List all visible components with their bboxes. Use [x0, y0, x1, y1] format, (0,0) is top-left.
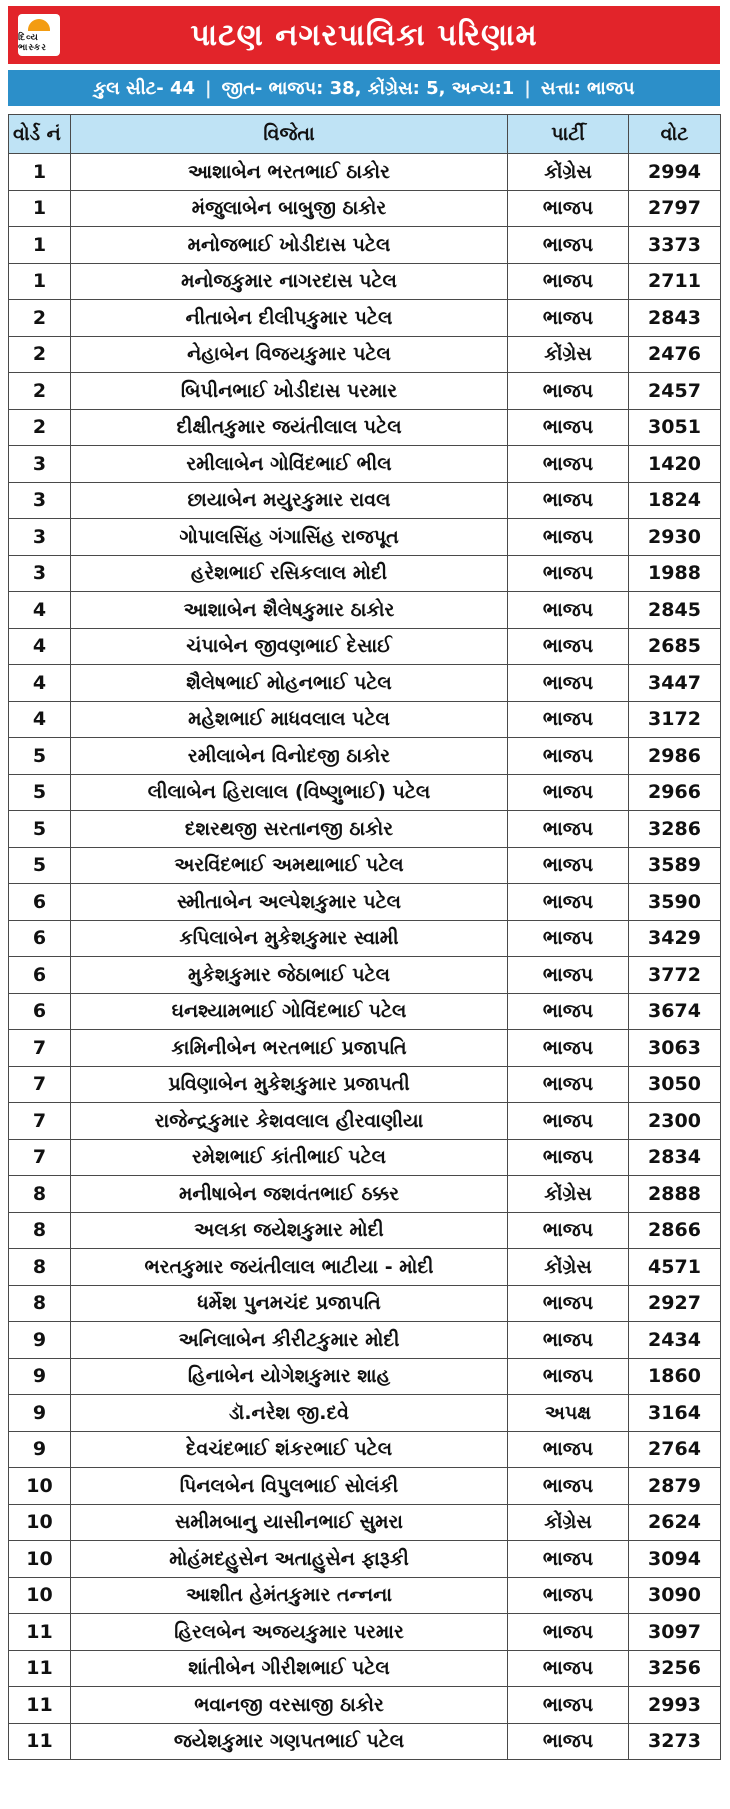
column-header-votes: વોટ — [629, 115, 721, 154]
column-header-winner: વિજેતા — [71, 115, 508, 154]
winner-name-cell: હિનાબેન યોગેશકુમાર શાહ — [71, 1358, 508, 1395]
divya-bhaskar-logo-icon — [18, 14, 60, 56]
winner-name-cell: પિનલબેન વિપુલભાઈ સોલંકી — [71, 1468, 508, 1505]
party-cell: ભાજપ — [508, 1212, 629, 1249]
winner-name-cell: મોહંમદહુસેન અતાહુસેન ફારૂકી — [71, 1541, 508, 1578]
ward-cell: 4 — [9, 665, 71, 702]
votes-cell: 4571 — [629, 1249, 721, 1286]
ward-cell: 9 — [9, 1358, 71, 1395]
table-row — [9, 1468, 721, 1505]
ward-cell: 1 — [9, 227, 71, 264]
winner-name-cell: રાજેન્દ્રકુમાર કેશવલાલ હીરવાણીયા — [71, 1103, 508, 1140]
table-row — [9, 1103, 721, 1140]
separator: | — [524, 77, 531, 99]
table-row — [9, 1614, 721, 1651]
party-cell: ભાજપ — [508, 482, 629, 519]
votes-cell: 2986 — [629, 738, 721, 775]
table-row — [9, 1139, 721, 1176]
party-cell: ભાજપ — [508, 774, 629, 811]
table-row — [9, 263, 721, 300]
winner-name-cell: સ્મીતાબેન અલ્પેશકુમાર પટેલ — [71, 884, 508, 921]
winner-name-cell: રમેશભાઈ કાંતીભાઈ પટેલ — [71, 1139, 508, 1176]
party-cell: ભાજપ — [508, 701, 629, 738]
table-row — [9, 957, 721, 994]
winner-name-cell: નેહાબેન વિજયકુમાર પટેલ — [71, 336, 508, 373]
party-cell: ભાજપ — [508, 1030, 629, 1067]
table-row — [9, 665, 721, 702]
ward-cell: 5 — [9, 738, 71, 775]
ward-cell: 6 — [9, 957, 71, 994]
ward-cell: 6 — [9, 993, 71, 1030]
party-cell: કોંગ્રેસ — [508, 336, 629, 373]
party-cell: ભાજપ — [508, 957, 629, 994]
ward-cell: 4 — [9, 628, 71, 665]
table-header-row — [9, 115, 721, 154]
votes-cell: 2993 — [629, 1687, 721, 1724]
votes-cell: 2797 — [629, 190, 721, 227]
table-row — [9, 1176, 721, 1213]
ward-cell: 9 — [9, 1395, 71, 1432]
winner-name-cell: અલકા જયેશકુમાર મોદી — [71, 1212, 508, 1249]
table-row — [9, 920, 721, 957]
winner-name-cell: અરવિંદભાઈ અમથાભાઈ પટેલ — [71, 847, 508, 884]
winner-name-cell: ગોપાલસિંહ ગંગાસિંહ રાજપૂત — [71, 519, 508, 556]
votes-cell: 3097 — [629, 1614, 721, 1651]
total-seats: કુલ સીટ- 44 — [93, 77, 196, 99]
winner-name-cell: મનોજભાઈ ખોડીદાસ પટેલ — [71, 227, 508, 264]
party-cell: ભાજપ — [508, 1431, 629, 1468]
table-row — [9, 1650, 721, 1687]
votes-cell: 3094 — [629, 1541, 721, 1578]
ward-cell: 7 — [9, 1066, 71, 1103]
party-cell: કોંગ્રેસ — [508, 1176, 629, 1213]
table-row — [9, 190, 721, 227]
ward-cell: 10 — [9, 1468, 71, 1505]
party-cell: ભાજપ — [508, 1468, 629, 1505]
winner-name-cell: ઘનશ્યામભાઈ ગોવિંદભાઈ પટેલ — [71, 993, 508, 1030]
winner-name-cell: આશાબેન ભરતભાઈ ઠાકોર — [71, 154, 508, 191]
separator: | — [205, 77, 212, 99]
table-row — [9, 993, 721, 1030]
table-row — [9, 738, 721, 775]
winner-name-cell: કપિલાબેન મુકેશકુમાર સ્વામી — [71, 920, 508, 957]
ward-cell: 11 — [9, 1650, 71, 1687]
votes-cell: 2764 — [629, 1431, 721, 1468]
votes-cell: 2834 — [629, 1139, 721, 1176]
ward-cell: 6 — [9, 884, 71, 921]
table-row — [9, 811, 721, 848]
votes-cell: 2927 — [629, 1285, 721, 1322]
table-row — [9, 1322, 721, 1359]
votes-cell: 3256 — [629, 1650, 721, 1687]
ward-cell: 7 — [9, 1030, 71, 1067]
votes-cell: 1420 — [629, 446, 721, 483]
winner-name-cell: છાયાબેન મયુરકુમાર રાવલ — [71, 482, 508, 519]
winner-name-cell: મુકેશકુમાર જેઠાભાઈ પટેલ — [71, 957, 508, 994]
votes-cell: 3373 — [629, 227, 721, 264]
votes-cell: 3589 — [629, 847, 721, 884]
party-cell: ભાજપ — [508, 884, 629, 921]
party-cell: ભાજપ — [508, 409, 629, 446]
ward-cell: 9 — [9, 1431, 71, 1468]
ward-cell: 6 — [9, 920, 71, 957]
sun-logo-shape — [28, 19, 50, 31]
ward-cell: 3 — [9, 519, 71, 556]
winner-name-cell: પ્રવિણાબેન મુકેશકુમાર પ્રજાપતી — [71, 1066, 508, 1103]
party-cell: ભાજપ — [508, 1285, 629, 1322]
votes-cell: 2843 — [629, 300, 721, 337]
party-cell: ભાજપ — [508, 1577, 629, 1614]
winner-name-cell: ભરતકુમાર જયંતીલાલ ભાટીયા - મોદી — [71, 1249, 508, 1286]
votes-cell: 2966 — [629, 774, 721, 811]
ward-cell: 3 — [9, 446, 71, 483]
votes-cell: 3590 — [629, 884, 721, 921]
votes-cell: 2866 — [629, 1212, 721, 1249]
table-row — [9, 300, 721, 337]
party-cell: ભાજપ — [508, 1322, 629, 1359]
party-cell: ભાજપ — [508, 300, 629, 337]
party-cell: ભાજપ — [508, 263, 629, 300]
winner-name-cell: અનિલાબેન કીરીટકુમાર મોદી — [71, 1322, 508, 1359]
table-row — [9, 847, 721, 884]
table-row — [9, 884, 721, 921]
winner-name-cell: આશાબેન શૈલેષકુમાર ઠાકોર — [71, 592, 508, 629]
ward-cell: 10 — [9, 1504, 71, 1541]
party-cell: ભાજપ — [508, 190, 629, 227]
party-cell: ભાજપ — [508, 1687, 629, 1724]
party-cell: ભાજપ — [508, 628, 629, 665]
party-cell: ભાજપ — [508, 446, 629, 483]
winner-name-cell: રમીલાબેન વિનોદજી ઠાકોર — [71, 738, 508, 775]
votes-cell: 3674 — [629, 993, 721, 1030]
ward-cell: 8 — [9, 1285, 71, 1322]
winner-name-cell: લીલાબેન હિરાલાલ (વિષ્ણુભાઈ) પટેલ — [71, 774, 508, 811]
table-row — [9, 774, 721, 811]
winner-name-cell: બિપીનભાઈ ખોડીદાસ પરમાર — [71, 373, 508, 410]
table-row — [9, 336, 721, 373]
table-row — [9, 1030, 721, 1067]
votes-cell: 2300 — [629, 1103, 721, 1140]
ward-cell: 2 — [9, 336, 71, 373]
votes-cell: 2476 — [629, 336, 721, 373]
votes-cell: 3164 — [629, 1395, 721, 1432]
ward-cell: 11 — [9, 1614, 71, 1651]
party-cell: કોંગ્રેસ — [508, 154, 629, 191]
party-cell: ભાજપ — [508, 1541, 629, 1578]
table-row — [9, 592, 721, 629]
table-row — [9, 1723, 721, 1760]
votes-cell: 3286 — [629, 811, 721, 848]
winner-name-cell: ચંપાબેન જીવણભાઈ દેસાઈ — [71, 628, 508, 665]
table-row — [9, 409, 721, 446]
table-row — [9, 1212, 721, 1249]
table-row — [9, 1358, 721, 1395]
votes-cell: 2994 — [629, 154, 721, 191]
party-cell: ભાજપ — [508, 1650, 629, 1687]
votes-cell: 1860 — [629, 1358, 721, 1395]
party-cell: ભાજપ — [508, 1066, 629, 1103]
table-row — [9, 1395, 721, 1432]
votes-cell: 2434 — [629, 1322, 721, 1359]
party-cell: અપક્ષ — [508, 1395, 629, 1432]
table-row — [9, 1249, 721, 1286]
ward-cell: 5 — [9, 811, 71, 848]
votes-cell: 2711 — [629, 263, 721, 300]
ward-cell: 11 — [9, 1687, 71, 1724]
votes-cell: 3063 — [629, 1030, 721, 1067]
ward-cell: 5 — [9, 774, 71, 811]
logo-text: દિવ્ય ભાસ્કર — [18, 33, 47, 53]
ward-cell: 8 — [9, 1249, 71, 1286]
votes-cell: 2888 — [629, 1176, 721, 1213]
page-title: પાટણ નગરપાલિકા પરિણામ — [190, 17, 538, 53]
winner-name-cell: મંજુલાબેન બાબુજી ઠાકોર — [71, 190, 508, 227]
ward-cell: 1 — [9, 263, 71, 300]
winner-name-cell: રમીલાબેન ગોવિંદભાઈ ભીલ — [71, 446, 508, 483]
winner-name-cell: દીક્ષીતકુમાર જયંતીલાલ પટેલ — [71, 409, 508, 446]
party-cell: ભાજપ — [508, 519, 629, 556]
votes-cell: 2845 — [629, 592, 721, 629]
wins-summary: જીત- ભાજપ: 38, કોંગ્રેસ: 5, અન્ય:1 — [221, 77, 515, 99]
ward-cell: 10 — [9, 1541, 71, 1578]
votes-cell: 2879 — [629, 1468, 721, 1505]
votes-cell: 3273 — [629, 1723, 721, 1760]
party-cell: ભાજપ — [508, 1614, 629, 1651]
party-cell: ભાજપ — [508, 738, 629, 775]
ward-cell: 7 — [9, 1103, 71, 1140]
table-row — [9, 519, 721, 556]
votes-cell: 2930 — [629, 519, 721, 556]
votes-cell: 3429 — [629, 920, 721, 957]
ward-cell: 4 — [9, 701, 71, 738]
ward-cell: 3 — [9, 482, 71, 519]
table-row — [9, 1687, 721, 1724]
votes-cell: 2685 — [629, 628, 721, 665]
table-row — [9, 1577, 721, 1614]
votes-cell: 3050 — [629, 1066, 721, 1103]
ward-cell: 3 — [9, 555, 71, 592]
votes-cell: 3090 — [629, 1577, 721, 1614]
ward-cell: 2 — [9, 409, 71, 446]
party-cell: ભાજપ — [508, 227, 629, 264]
table-row — [9, 446, 721, 483]
votes-cell: 2457 — [629, 373, 721, 410]
power-summary: સત્તા: ભાજપ — [540, 77, 635, 99]
table-row — [9, 628, 721, 665]
table-row — [9, 701, 721, 738]
table-row — [9, 1066, 721, 1103]
winner-name-cell: હરેશભાઈ રસિકલાલ મોદી — [71, 555, 508, 592]
ward-cell: 5 — [9, 847, 71, 884]
party-cell: કોંગ્રેસ — [508, 1504, 629, 1541]
winner-name-cell: ધર્મેશ પુનમચંદ પ્રજાપતિ — [71, 1285, 508, 1322]
table-row — [9, 227, 721, 264]
ward-cell: 8 — [9, 1212, 71, 1249]
party-cell: ભાજપ — [508, 847, 629, 884]
results-table — [8, 114, 721, 1760]
party-cell: ભાજપ — [508, 592, 629, 629]
table-row — [9, 373, 721, 410]
winner-name-cell: શૈલેષભાઈ મોહનભાઈ પટેલ — [71, 665, 508, 702]
ward-cell: 7 — [9, 1139, 71, 1176]
party-cell: ભાજપ — [508, 1723, 629, 1760]
summary-bar — [8, 70, 720, 106]
party-cell: ભાજપ — [508, 1358, 629, 1395]
winner-name-cell: મનીષાબેન જશવંતભાઈ ઠક્કર — [71, 1176, 508, 1213]
table-row — [9, 482, 721, 519]
table-row — [9, 154, 721, 191]
winner-name-cell: જયેશકુમાર ગણપતભાઈ પટેલ — [71, 1723, 508, 1760]
ward-cell: 11 — [9, 1723, 71, 1760]
party-cell: ભાજપ — [508, 1103, 629, 1140]
winner-name-cell: શાંતીબેન ગીરીશભાઈ પટેલ — [71, 1650, 508, 1687]
ward-cell: 1 — [9, 190, 71, 227]
party-cell: ભાજપ — [508, 373, 629, 410]
votes-cell: 1824 — [629, 482, 721, 519]
party-cell: કોંગ્રેસ — [508, 1249, 629, 1286]
column-header-party: પાર્ટી — [508, 115, 629, 154]
ward-cell: 10 — [9, 1577, 71, 1614]
table-row — [9, 555, 721, 592]
party-cell: ભાજપ — [508, 920, 629, 957]
table-row — [9, 1504, 721, 1541]
ward-cell: 8 — [9, 1176, 71, 1213]
winner-name-cell: ભવાનજી વરસાજી ઠાકોર — [71, 1687, 508, 1724]
table-row — [9, 1431, 721, 1468]
table-row — [9, 1541, 721, 1578]
party-cell: ભાજપ — [508, 555, 629, 592]
votes-cell: 3051 — [629, 409, 721, 446]
ward-cell: 4 — [9, 592, 71, 629]
ward-cell: 2 — [9, 373, 71, 410]
column-header-ward: વોર્ડ નં — [9, 115, 71, 154]
winner-name-cell: નીતાબેન દીલીપકુમાર પટેલ — [71, 300, 508, 337]
winner-name-cell: કામિનીબેન ભરતભાઈ પ્રજાપતિ — [71, 1030, 508, 1067]
ward-cell: 1 — [9, 154, 71, 191]
party-cell: ભાજપ — [508, 1139, 629, 1176]
table-row — [9, 1285, 721, 1322]
winner-name-cell: આશીત હેમંતકુમાર તન્નના — [71, 1577, 508, 1614]
ward-cell: 9 — [9, 1322, 71, 1359]
party-cell: ભાજપ — [508, 993, 629, 1030]
ward-cell: 2 — [9, 300, 71, 337]
winner-name-cell: મહેશભાઈ માધવલાલ પટેલ — [71, 701, 508, 738]
votes-cell: 2624 — [629, 1504, 721, 1541]
party-cell: ભાજપ — [508, 811, 629, 848]
winner-name-cell: દેવચંદભાઈ શંકરભાઈ પટેલ — [71, 1431, 508, 1468]
title-bar — [8, 6, 720, 64]
party-cell: ભાજપ — [508, 665, 629, 702]
votes-cell: 3772 — [629, 957, 721, 994]
votes-cell: 3447 — [629, 665, 721, 702]
winner-name-cell: સમીમબાનુ યાસીનભાઈ સુમરા — [71, 1504, 508, 1541]
winner-name-cell: દશરથજી સરતાનજી ઠાકોર — [71, 811, 508, 848]
votes-cell: 3172 — [629, 701, 721, 738]
winner-name-cell: ડૉ.નરેશ જી.દવે — [71, 1395, 508, 1432]
winner-name-cell: મનોજકુમાર નાગરદાસ પટેલ — [71, 263, 508, 300]
votes-cell: 1988 — [629, 555, 721, 592]
winner-name-cell: હિરલબેન અજયકુમાર પરમાર — [71, 1614, 508, 1651]
